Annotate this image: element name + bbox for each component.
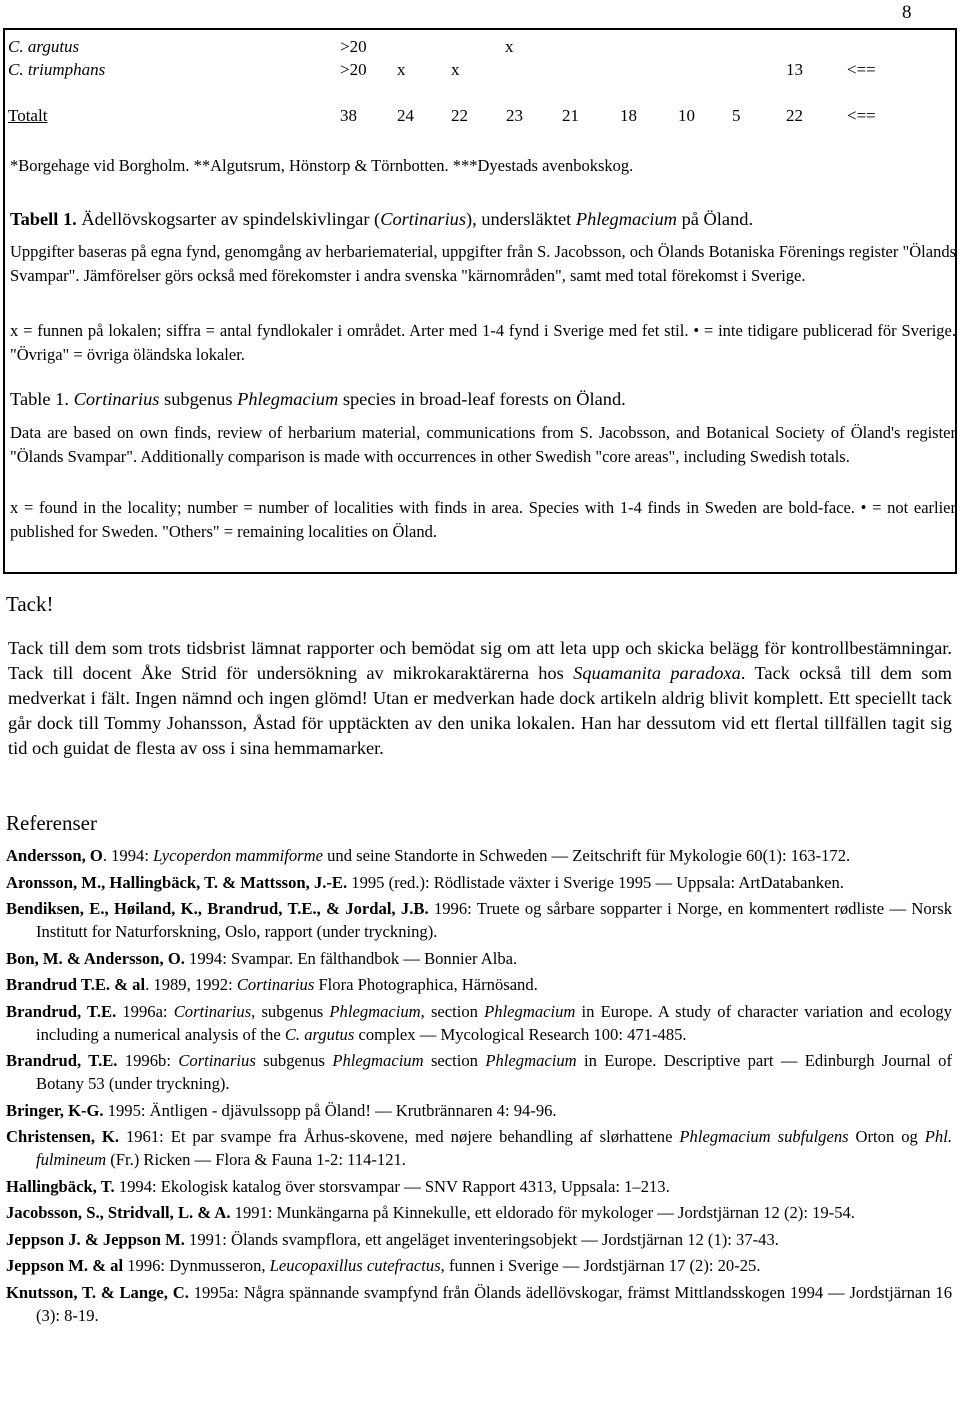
table-box: [3, 28, 957, 574]
table-cell: <==: [847, 106, 876, 125]
table-cell: >20: [340, 60, 367, 79]
reference-item: Hallingbäck, T. 1994: Ekologisk katalog över storsvampar — SNV Rapport 4313, Uppsala: 1–213.: [6, 1176, 670, 1196]
table-cell: <==: [847, 60, 876, 79]
caption-en-para1: Data are based on own finds, review of herbarium material, communications from S. Jacobsson, and Botanical Society of Öland's register "Ölands Svampar". Additionally comparison is made with occurrences in other Swedish "core areas", including Swedish totals.: [10, 423, 956, 466]
table-cell: 5: [732, 106, 741, 125]
table-cell: 24: [397, 106, 414, 125]
caption-en-para2: x = found in the locality; number = number of localities with finds in area. Species with 1-4 finds in Sweden are bold-face. • = not earlier published for Sweden. "Others" = remaining localities on Öland.: [10, 498, 956, 541]
species-name: C. triumphans: [8, 60, 106, 79]
caption-en-title: Table 1. Cortinarius subgenus Phlegmacium species in broad-leaf forests on Öland.: [10, 389, 626, 409]
caption-en-label: Table 1.: [10, 389, 69, 409]
reference-item: Aronsson, M., Hallingbäck, T. & Mattsson, J.-E. 1995 (red.): Rödlistade växter i Sverige 1995 — Uppsala: ArtDatabanken.: [6, 872, 844, 892]
reference-item: Andersson, O. 1994: Lycoperdon mammiforme und seine Standorte in Schweden — Zeitschrift für Mykologie 60(1): 163-172.: [6, 846, 851, 865]
table-cell: 22: [451, 106, 468, 125]
table-cell: x: [505, 37, 514, 56]
caption-sv-title: Tabell 1. Ädellövskogsarter av spindelskivlingar (Cortinarius), undersläktet Phlegmacium på Öland.: [10, 209, 754, 229]
table-cell: >20: [340, 37, 367, 56]
caption-sv-para1: Uppgifter baseras på egna fynd, genomgång av herbariematerial, uppgifter från S. Jacobsson, och Ölands Botaniska Förenings register "Ölands Svampar". Jämförelser görs också med förekomster i andra svenska "kärnområden", samt med total förekomst i Sverige.: [10, 242, 956, 285]
table-cell: 23: [506, 106, 523, 125]
table-cell: 22: [786, 106, 803, 125]
reference-item: Jeppson J. & Jeppson M. 1991: Ölands svampflora, ett angeläget inventeringsobjekt — Jordstjärnan 12 (1): 37-43.: [6, 1229, 779, 1249]
table-cell: 13: [786, 60, 803, 79]
table-footnote: *Borgehage vid Borgholm. **Algutsrum, Hönstorp & Törnbotten. ***Dyestads avenbokskog.: [10, 156, 634, 175]
table-cell: 38: [340, 106, 357, 125]
table-row: [5, 60, 955, 82]
reference-list: [6, 844, 952, 1330]
table-cell: 10: [678, 106, 695, 125]
table-cell: x: [397, 60, 406, 79]
table-row: [5, 37, 955, 59]
reference-item: Bendiksen, E., Høiland, K., Brandrud, T.E., & Jordal, J.B. 1996: Truete og sårbare sopparter i Norge, en kommentert rødliste — Norsk Institutt for Naturforskning, Oslo, rapport (under tryckning).: [6, 899, 952, 941]
reference-item: Bringer, K-G. 1995: Äntligen - djävulssopp på Öland! — Krutbrännaren 4: 94-96.: [6, 1100, 557, 1120]
reference-item: Brandrud, T.E. 1996a: Cortinarius, subgenus Phlegmacium, section Phlegmacium in Europe. A study of character variation and ecology including a numerical analysis of the C. argutus complex — Mycological Research 100: 471-485.: [6, 1001, 952, 1044]
thanks-paragraph: Tack till dem som trots tidsbrist lämnat rapporter och bemödat sig om att leta upp och skicka belägg för kontrollbestämningar. Tack till docent Åke Strid för undersökning av mikrokaraktärerna hos Squamanita paradoxa. Tack också till dem som medverkat i fält. Ingen nämnd och ingen glömd! Utan er medverkan hade dock artikeln aldrig blivit komplett. Ett speciellt tack går dock till Tommy Johansson, Åstad för upptäckten av den unika lokalen. Han har dessutom vid ett flertal tillfällen tagit sig tid och guidat de flesta av oss i sina hemmamarker.: [8, 638, 952, 758]
table-row-total: [5, 106, 955, 128]
table-cell: 21: [562, 106, 579, 125]
references-heading: Referenser: [6, 811, 97, 835]
reference-item: Jacobsson, S., Stridvall, L. & A. 1991: Munkängarna på Kinnekulle, ett eldorado för mykologer — Jordstjärnan 12 (2): 19-54.: [6, 1203, 855, 1222]
reference-item: Christensen, K. 1961: Et par svampe fra Århus-skovene, med nøjere behandling af slørhattene Phlegmacium subfulgens Orton og Phl. fulmineum (Fr.) Ricken — Flora & Fauna 1-2: 114-121.: [6, 1127, 952, 1169]
table-cell: 18: [620, 106, 637, 125]
species-name: C. argutus: [8, 37, 80, 56]
reference-item: Brandrud, T.E. 1996b: Cortinarius subgenus Phlegmacium section Phlegmacium in Europe. Descriptive part — Edinburgh Journal of Botany 53 (under tryckning).: [6, 1051, 952, 1093]
reference-item: Knutsson, T. & Lange, C. 1995a: Några spännande svampfynd från Ölands ädellövskogar, främst Mittlandsskogen 1994 — Jordstjärnan 16 (3): 8-19.: [6, 1282, 952, 1325]
page-number: 8: [902, 2, 912, 23]
reference-item: Brandrud T.E. & al. 1989, 1992: Cortinarius Flora Photographica, Härnösand.: [6, 975, 538, 994]
total-label: Totalt: [8, 106, 48, 125]
caption-sv-para2: x = funnen på lokalen; siffra = antal fyndlokaler i området. Arter med 1-4 fynd i Sverige med fet stil. • = inte tidigare publicerad för Sverige. "Övriga" = övriga öländska lokaler.: [10, 321, 956, 364]
caption-sv-label: Tabell 1.: [10, 209, 77, 229]
reference-item: Bon, M. & Andersson, O. 1994: Svampar. En fälthandbok — Bonnier Alba.: [6, 948, 518, 968]
reference-item: Jeppson M. & al 1996: Dynmusseron, Leucopaxillus cutefractus, funnen i Sverige — Jordstjärnan 17 (2): 20-25.: [6, 1256, 761, 1275]
table-cell: x: [451, 60, 460, 79]
thanks-heading: Tack!: [6, 592, 54, 616]
